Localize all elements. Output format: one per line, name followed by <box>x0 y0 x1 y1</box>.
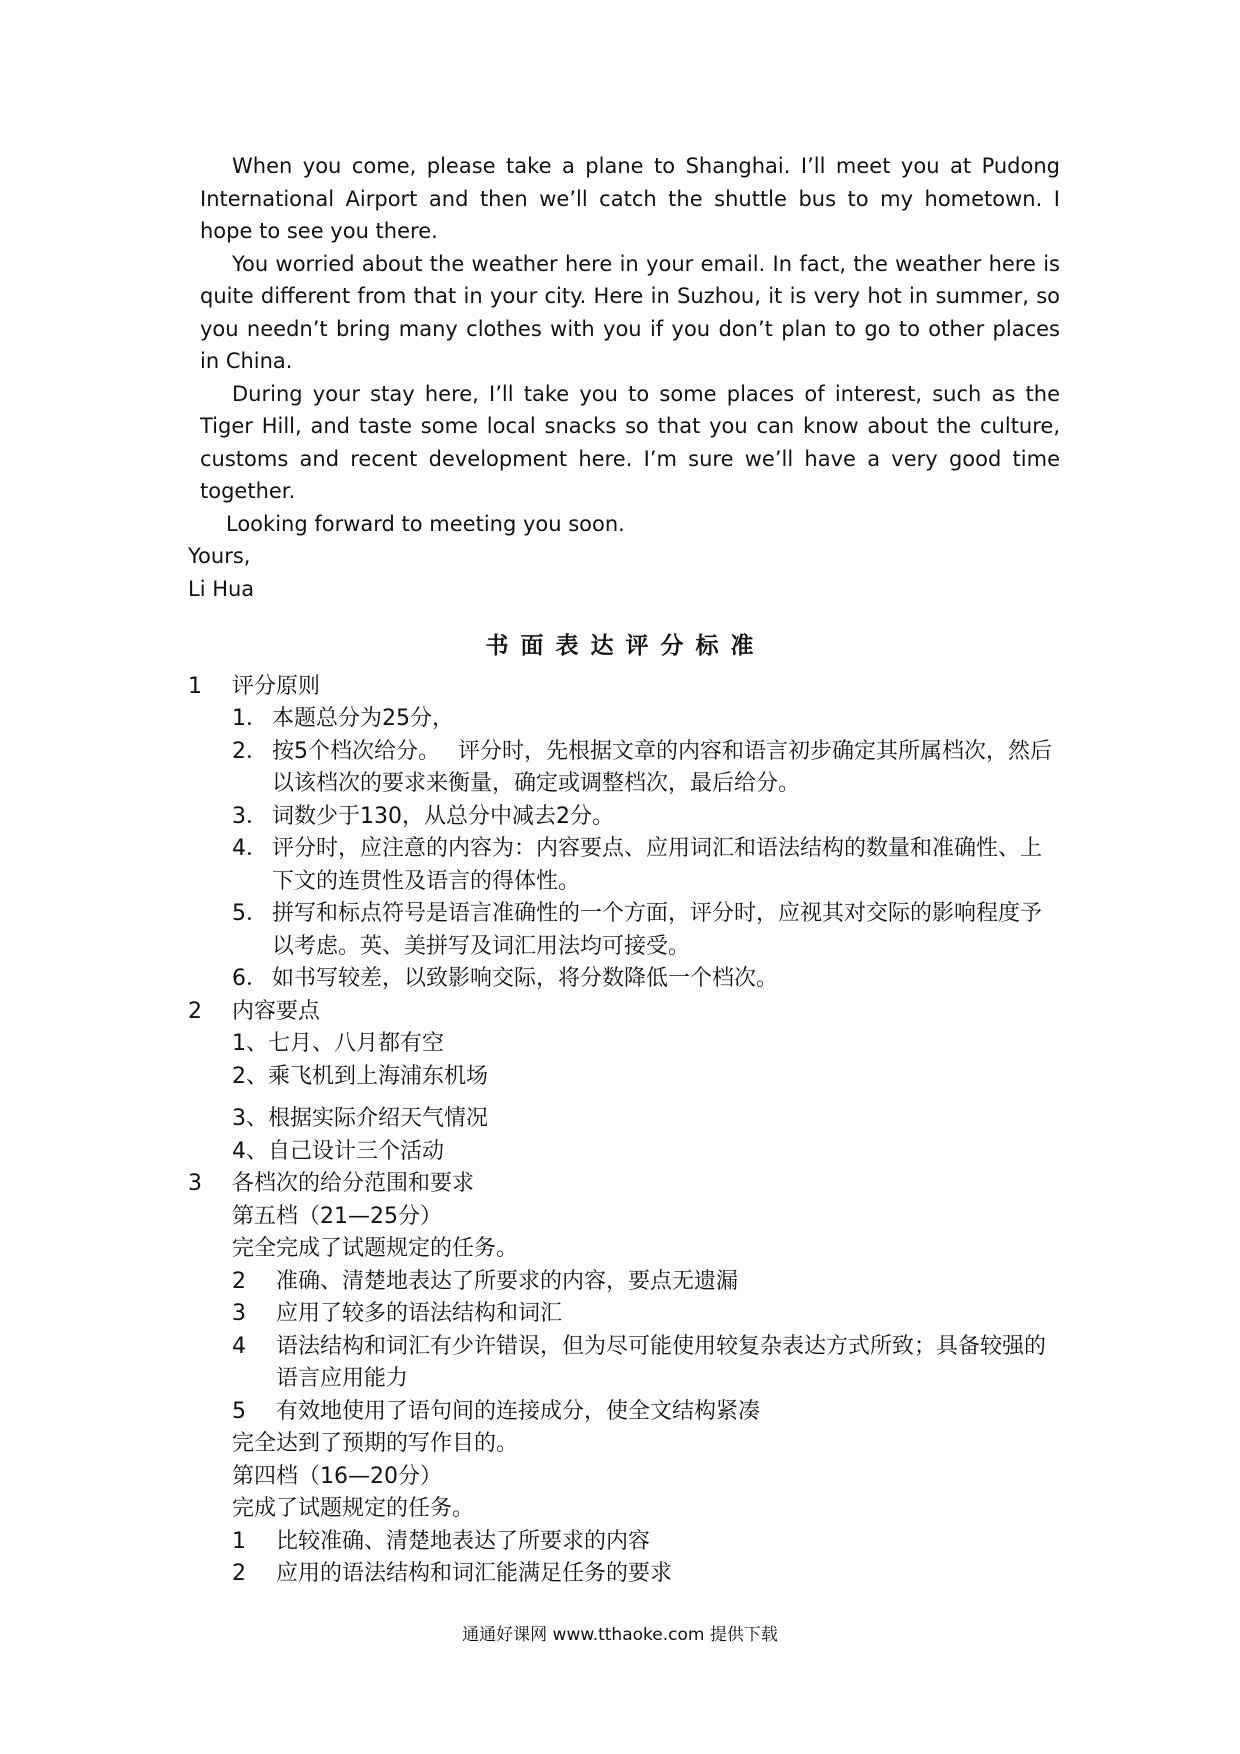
section-number: 3 <box>188 1171 202 1196</box>
level-intro: 完全完成了试题规定的任务。 <box>232 1236 519 1261</box>
letter-body <box>188 150 1060 605</box>
content-point: 2、乘飞机到上海浦东机场 <box>232 1063 488 1089</box>
letter-signature: Li Hua <box>188 576 255 601</box>
page-footer: 通通好课网 www.tthaoke.com 提供下载 <box>462 1625 778 1645</box>
level-item: 4 语法结构和词汇有少许错误，但为尽可能使用较复杂表达方式所致；具备较强的语言应用能力 <box>232 1333 1047 1391</box>
letter-paragraph: When you come, please take a plane to Shanghai. I’ll meet you at Pudong International Airport and then we’ll catch the shuttle bus to my hometown. I hope to see you there. <box>200 154 1060 243</box>
principle-item: 1． 本题总分为25分， <box>232 706 454 731</box>
principle-item: 2． 按5个档次给分。 评分时，先根据文章的内容和语言初步确定其所属档次，然后以该档次的要求来衡量，确定或调整档次，最后给分。 <box>232 738 1052 796</box>
section-heading: 评分原则 <box>232 673 321 699</box>
level-item: 2 应用的语法结构和词汇能满足任务的要求 <box>232 1561 673 1586</box>
principle-item: 5． 拼写和标点符号是语言准确性的一个方面，评分时，应视其对交际的影响程度予以考虑。英、美拼写及词汇用法均可接受。 <box>232 901 1043 959</box>
letter-closing: Looking forward to meeting you soon. <box>226 511 625 536</box>
section-content-points <box>188 996 1063 1029</box>
content-point: 1、七月、八月都有空 <box>232 1031 444 1056</box>
section-heading: 内容要点 <box>232 998 321 1024</box>
section-levels <box>188 1168 1063 1201</box>
section-number: 2 <box>188 998 202 1024</box>
level-item: 5 有效地使用了语句间的连接成分，使全文结构紧凑 <box>232 1398 761 1424</box>
content-point: 3、根据实际介绍天气情况 <box>232 1106 488 1131</box>
section-heading: 各档次的给分范围和要求 <box>232 1171 475 1196</box>
level-intro: 完成了试题规定的任务。 <box>232 1496 475 1521</box>
level-title: 第五档（21—25分） <box>232 1203 442 1229</box>
section-number: 1 <box>188 673 202 699</box>
level-item: 3 应用了较多的语法结构和词汇 <box>232 1301 563 1326</box>
level-outro: 完全达到了预期的写作目的。 <box>232 1431 519 1456</box>
level-item: 1 比较准确、清楚地表达了所要求的内容 <box>232 1528 651 1554</box>
content-point: 4、自己设计三个活动 <box>232 1138 444 1164</box>
principle-item: 3． 词数少于130，从总分中减去2分。 <box>232 803 614 829</box>
scoring-rubric <box>188 630 1063 1591</box>
rubric-title: 书面表达评分标准 <box>485 633 766 659</box>
level-title: 第四档（16—20分） <box>232 1463 442 1489</box>
letter-paragraph: During your stay here, I’ll take you to some places of interest, such as the Tiger Hill, and taste some local snacks so that you can know about the culture, customs and recent development here. I’m sure we’ll have a very good time together. <box>200 381 1060 503</box>
level-item: 2 准确、清楚地表达了所要求的内容，要点无遗漏 <box>232 1268 739 1294</box>
letter-paragraph: You worried about the weather here in your email. In fact, the weather here is quite different from that in your city. Here in Suzhou, it is very hot in summer, so you needn’t bring many clothes with you if you don’t plan to go to other places in China. <box>200 251 1060 373</box>
letter-signoff: Yours, <box>188 544 251 568</box>
section-principles <box>188 671 1063 704</box>
principle-item: 4． 评分时，应注意的内容为：内容要点、应用词汇和语法结构的数量和准确性、上下文的连贯性及语言的得体性。 <box>232 836 1043 894</box>
principle-item: 6． 如书写较差，以致影响交际，将分数降低一个档次。 <box>232 966 779 991</box>
